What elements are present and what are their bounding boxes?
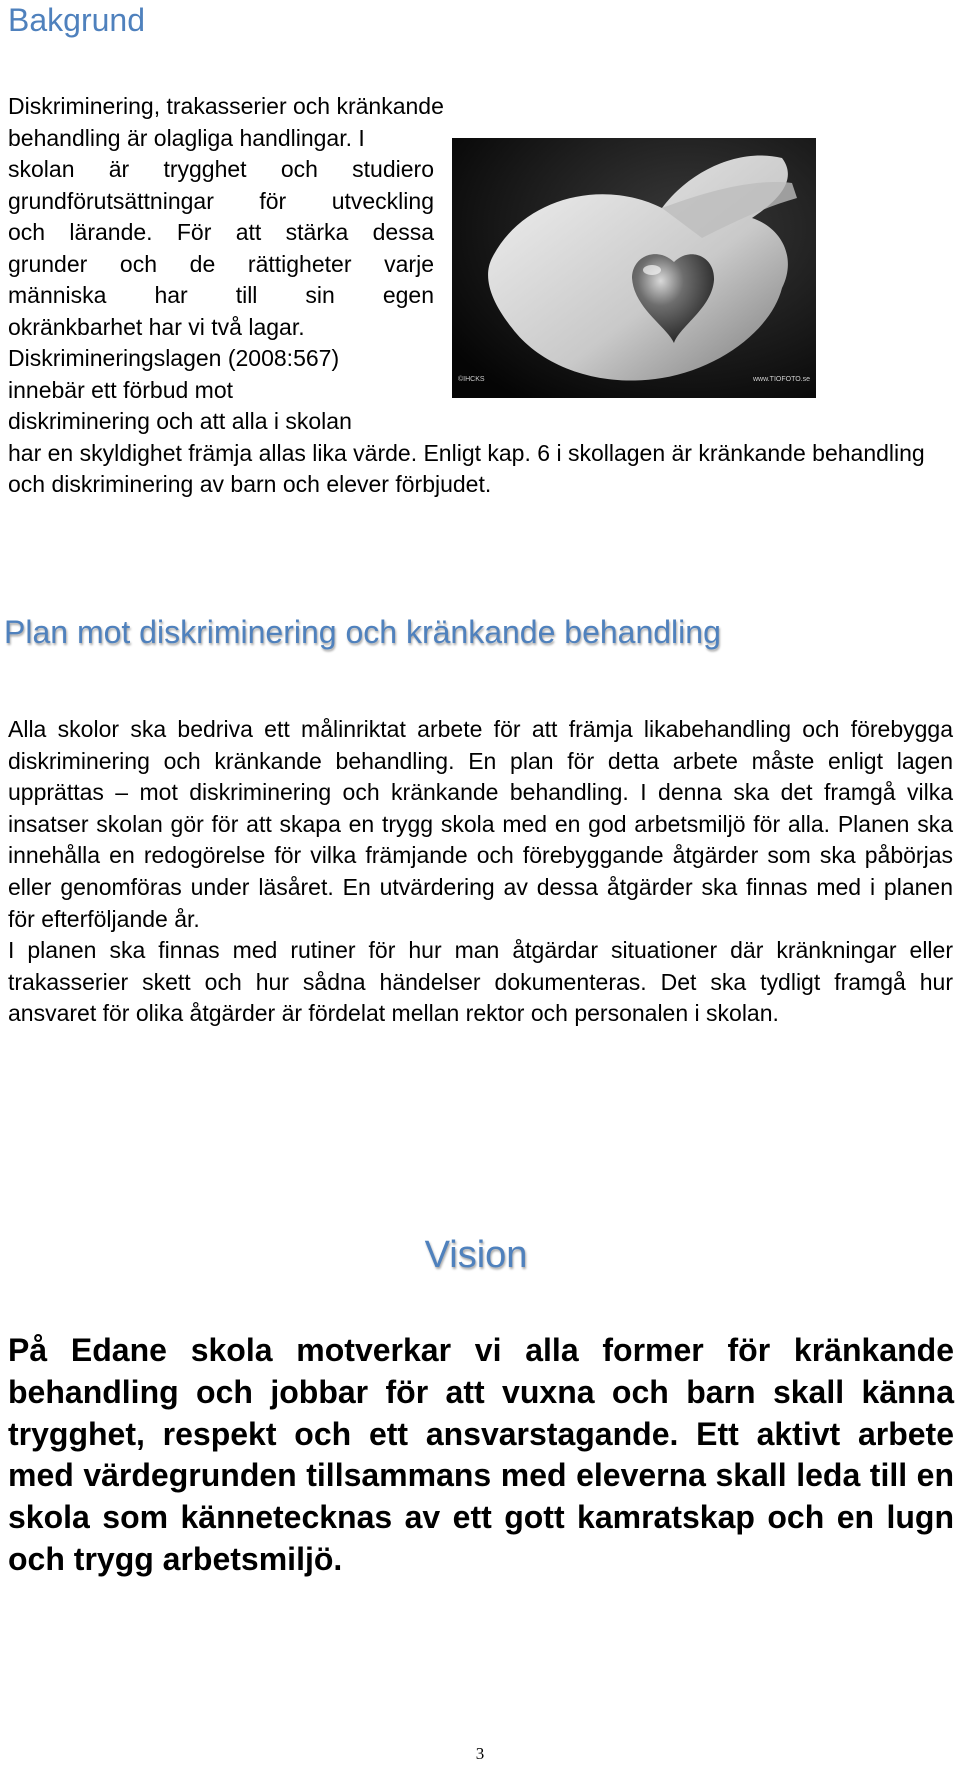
hand-with-heart-photo [452,138,816,398]
bakgrund-line: grundförutsättningar för utveckling [8,187,434,214]
bakgrund-line: grunder och de rättigheter varje [8,250,434,277]
bakgrund-line: har en skyldighet främja allas lika värde. Enligt kap. 6 i skollagen är kränkande behandling och diskriminering av barn och elever förbjudet. [8,439,925,497]
bakgrund-line: innebär ett förbud mot [8,376,234,403]
plan-body [8,714,953,1030]
plan-paragraph: Alla skolor ska bedriva ett målinriktat arbete för att främja likabehandling och förebygga diskriminering och kränkande behandling. En plan för detta arbete måste enligt lagen upprättas – mot diskriminering och kränkande behandling. I denna ska det framgå vilka insatser skolan gör för att skapa en trygg skola med en god arbetsmiljö för alla. Planen ska innehålla en redogörelse för vilka främjande och förebyggande åtgärder som ska påbörjas eller genomföras under läsåret. En utvärdering av dessa åtgärder ska finnas med i planen för efterföljande år. [8,716,953,932]
bakgrund-line: och lärande. För att stärka dessa [8,219,434,245]
photo-credit-right: www.TIOFOTO.se [752,375,810,383]
heading-vision: Vision [424,1234,528,1276]
heading-bakgrund: Bakgrund [8,2,145,38]
bakgrund-paragraph [8,91,951,501]
photo-credit-left: ©IHCKS [458,375,485,383]
bakgrund-line: okränkbarhet har vi två lagar. [8,313,305,340]
bakgrund-line: människa har till sin egen [8,282,434,308]
hand-heart-icon [452,138,816,398]
bakgrund-line: Diskrimineringslagen (2008:567) [8,345,340,371]
bakgrund-line: Diskriminering, trakasserier och kränkande behandling är olagliga handlingar. I [8,93,444,151]
heading-plan: Plan mot diskriminering och kränkande behandling [4,614,721,650]
bakgrund-line: skolan är trygghet och studiero [8,156,434,182]
vision-statement: På Edane skola motverkar vi alla former för kränkande behandling och jobbar för att vuxna och barn skall känna trygghet, respekt och ett ansvarstagande. Ett aktivt arbete med värdegrunden tillsammans med eleverna skall leda till en skola som kännetecknas av ett gott kamratskap och en lugn och trygg arbetsmiljö. [8,1332,954,1577]
plan-paragraph: I planen ska finnas med rutiner för hur man åtgärdar situationer där kränkningar eller trakasserier skett och hur sådna händelser dokumenteras. Det ska tydligt framgå hur ansvaret för olika åtgärder är fördelat mellan rektor och personalen i skolan. [8,937,953,1027]
page-number: 3 [475,1744,485,1763]
bakgrund-line: diskriminering och att alla i skolan [8,408,352,434]
